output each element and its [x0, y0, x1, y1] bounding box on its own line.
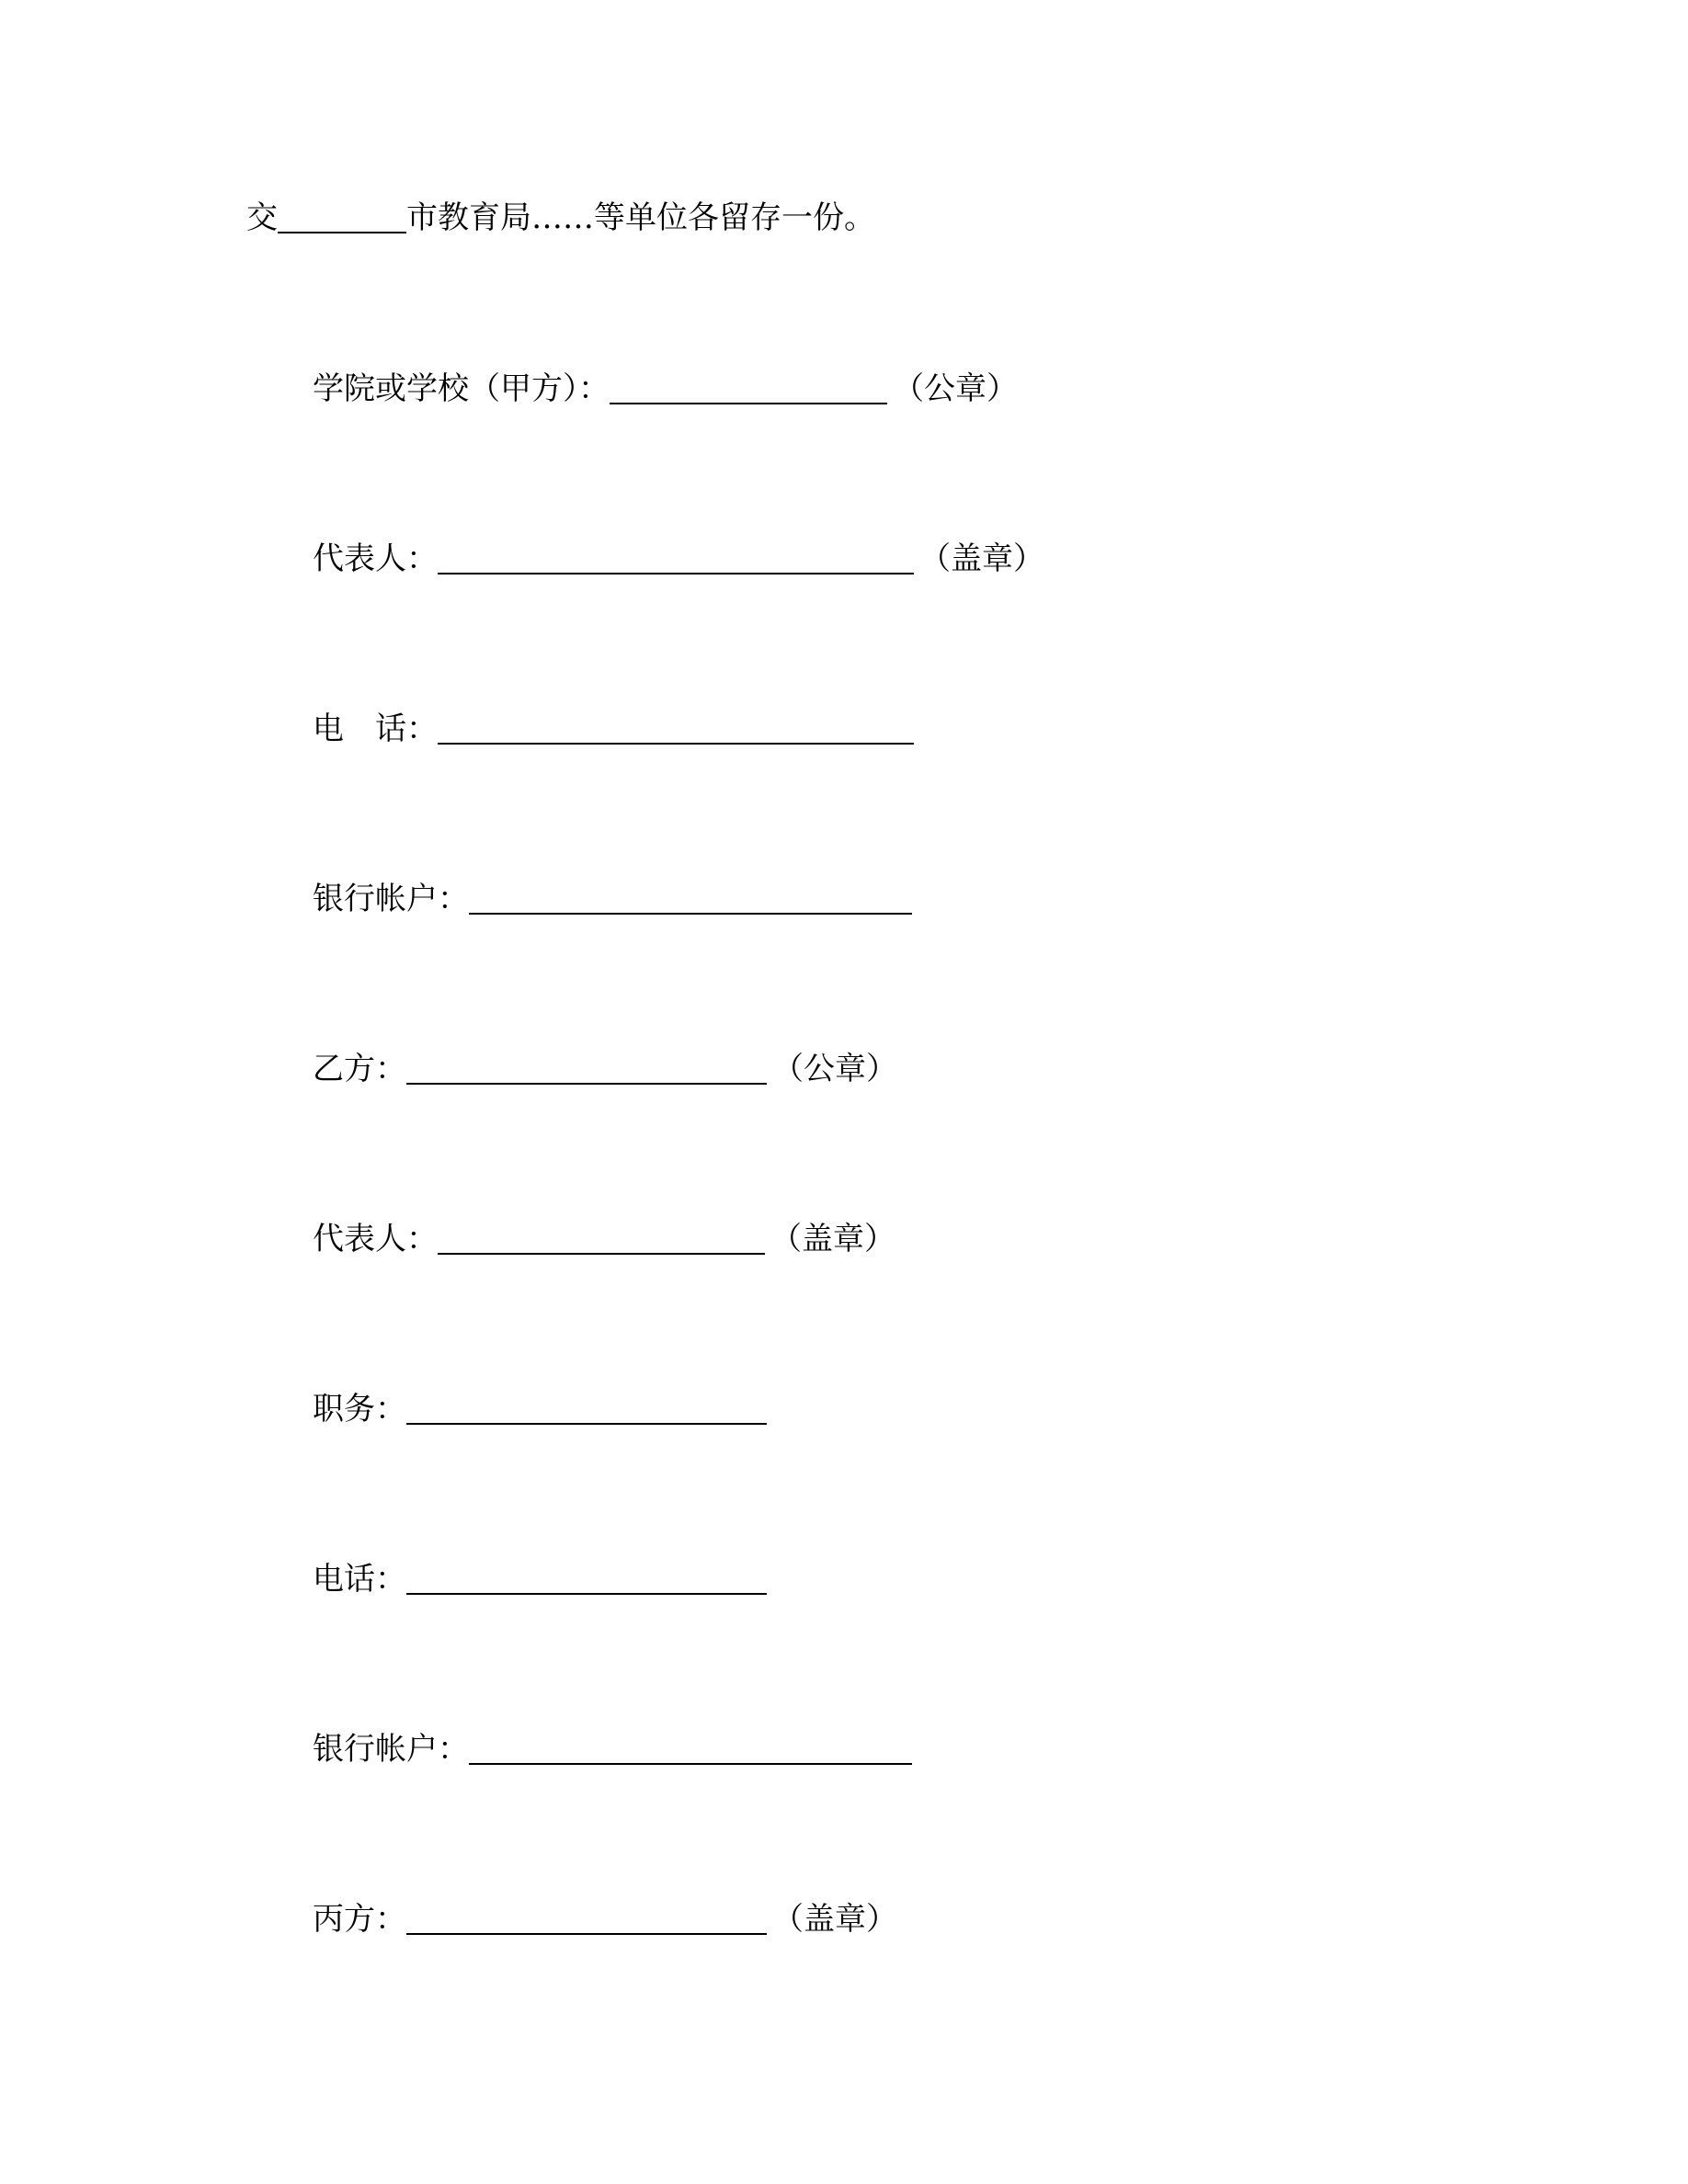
party-a-org-blank[interactable] — [610, 368, 887, 404]
party-b-bank-label: 银行帐户： — [313, 1731, 469, 1768]
party-c-blank[interactable] — [406, 1898, 767, 1935]
party-b-blank[interactable] — [406, 1048, 767, 1085]
party-b-rep-seal: （盖章） — [770, 1221, 895, 1257]
party-b-title-line — [313, 1386, 767, 1432]
party-a-org-line — [313, 366, 1018, 412]
party-a-bank-label: 银行帐户： — [313, 881, 469, 917]
party-a-phone-label-2: 话： — [375, 711, 438, 747]
party-b-rep-blank[interactable] — [438, 1218, 765, 1255]
party-a-phone-blank[interactable] — [438, 708, 914, 745]
party-b-line — [313, 1046, 897, 1092]
party-a-rep-seal: （盖章） — [919, 540, 1044, 577]
party-a-bank-blank[interactable] — [469, 878, 912, 915]
party-c-label: 丙方： — [313, 1901, 406, 1938]
party-b-bank-line — [313, 1726, 912, 1772]
party-b-phone-line — [313, 1556, 767, 1602]
party-b-bank-blank[interactable] — [469, 1728, 912, 1765]
party-a-phone-line — [313, 706, 914, 752]
party-b-phone-blank[interactable] — [406, 1558, 767, 1595]
intro-blank[interactable] — [278, 197, 406, 233]
party-a-org-seal: （公章） — [893, 370, 1018, 407]
party-b-rep-label: 代表人： — [313, 1221, 438, 1257]
party-a-rep-blank[interactable] — [438, 538, 914, 574]
intro-suffix: 市教育局……等单位各留存一份。 — [406, 199, 875, 236]
party-a-bank-line — [313, 876, 912, 922]
party-b-rep-line — [313, 1216, 895, 1262]
party-b-title-blank[interactable] — [406, 1388, 767, 1425]
party-c-line — [313, 1896, 897, 1942]
party-b-phone-label: 电话： — [313, 1561, 406, 1598]
party-a-rep-line — [313, 536, 1044, 582]
party-c-seal: （盖章） — [772, 1901, 897, 1938]
party-b-seal: （公章） — [772, 1051, 897, 1087]
party-a-phone-label-1: 电 — [313, 711, 344, 747]
party-b-title-label: 职务： — [313, 1391, 406, 1428]
party-a-org-label: 学院或学校（甲方）： — [313, 370, 610, 407]
party-b-label: 乙方： — [313, 1051, 406, 1087]
party-a-rep-label: 代表人： — [313, 540, 438, 577]
intro-line — [246, 195, 875, 241]
intro-prefix: 交 — [246, 199, 278, 236]
